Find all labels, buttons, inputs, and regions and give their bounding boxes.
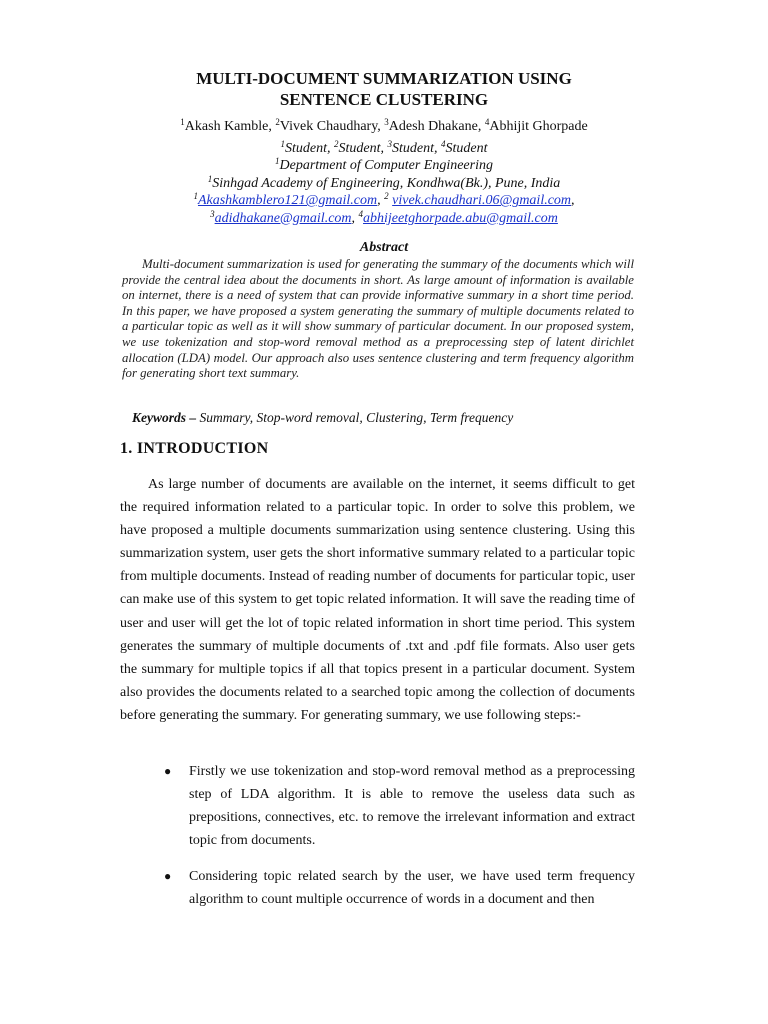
bullet-icon: ● — [164, 764, 172, 778]
email-2-sep: , — [571, 193, 575, 209]
role-1: Student, — [285, 141, 334, 156]
email-link-4[interactable]: abhijeetghorpade.abu@gmail.com — [363, 210, 558, 226]
dept-sup: 1 — [275, 156, 280, 167]
emails-line-1 — [0, 192, 768, 209]
author-4-sup: 4 — [484, 117, 490, 127]
author-1-sup: 1 — [180, 117, 185, 127]
list-item — [120, 760, 635, 852]
section-heading-introduction: 1. INTRODUCTION — [120, 440, 269, 457]
department: Department of Computer Engineering — [279, 158, 493, 174]
email-3-sep: , — [351, 210, 359, 226]
role-2: Student, — [338, 141, 388, 156]
author-1-name: Akash Kamble, — [184, 119, 276, 134]
email-link-2[interactable]: vivek.chaudhari.06@gmail.com — [392, 193, 572, 209]
abstract-body: Multi-document summarization is used for generating the summary of the documents which will provide the central idea about the documents in short. As large amount of information is available on internet, there is a need of system that can provide informative summary in a short time period. In this paper, we have proposed a system generating the summary of multiple documents related to a particular topic as well as it will show summary of particular document. In our proposed system, we use tokenization and stop-word removal method as a preprocessing step of latent dirichlet allocation (LDA) model. Our approach also uses sentence clustering and term frequency algorithm for generating short text summary. — [122, 257, 634, 381]
list-item — [120, 865, 635, 911]
author-3-name: Adesh Dhakane, — [388, 119, 485, 134]
affiliations — [0, 140, 768, 227]
paper-title — [0, 68, 768, 110]
bullet-text-1: Firstly we use tokenization and stop-word removal method as a preprocessing step of LDA algorithm. It is able to remove the useless data such as prepositions, connectives, etc. to remove the irrelevant information and extract topic from documents. — [189, 764, 635, 849]
keywords-text: Summary, Stop-word removal, Clustering, Term frequency — [199, 410, 514, 425]
email-4-sup: 4 — [358, 208, 364, 219]
keywords-label: Keywords – — [132, 410, 200, 425]
role-4-sup: 4 — [441, 139, 446, 149]
institution-line — [0, 175, 768, 192]
department-line — [0, 157, 768, 174]
author-list — [0, 118, 768, 135]
introduction-paragraph: As large number of documents are available on the internet, it seems difficult to get the required information related to a particular topic. In order to solve this problem, we have proposed a multiple documents summarization using sentence clustering. Using this summarization system, user gets the short informative summary related to a particular topic from multiple documents. Instead of reading number of documents for particular topic, user can make use of this system to get topic related information. It will save the reading time of user and user will get the lot of topic related information in short time period. This system generates the summary of multiple documents of .txt and .pdf file formats. Also user gets the summary for multiple topics if all that topics present in a particular document. System also provides the documents related to a searched topic among the collection of documents before generating the summary. For generating summary, we use following steps:- — [120, 477, 635, 723]
email-link-1[interactable]: Akashkamblero121@gmail.com — [197, 193, 378, 209]
email-3-sup: 3 — [210, 208, 215, 219]
institution: Sinhgad Academy of Engineering, Kondhwa(Bk.), Pune, India — [212, 175, 561, 191]
bullet-text-2: Considering topic related search by the user, we have used term frequency algorithm to count multiple occurrence of words in a document and then — [189, 869, 635, 908]
author-2-sup: 2 — [275, 117, 280, 127]
role-4: Student — [445, 141, 488, 156]
email-link-3[interactable]: adidhakane@gmail.com — [214, 210, 352, 226]
author-3-sup: 3 — [384, 117, 389, 127]
emails-line-2 — [0, 210, 768, 227]
role-3: Student, — [392, 141, 441, 156]
roles-line — [0, 140, 768, 157]
author-4-name: Abhijit Ghorpade — [489, 119, 588, 134]
title-line-2: SENTENCE CLUSTERING — [279, 90, 489, 109]
email-1-sep: , — [377, 193, 385, 209]
bullet-icon: ● — [164, 869, 172, 884]
email-2-sup: 2 — [384, 191, 389, 202]
title-line-1: MULTI-DOCUMENT SUMMARIZATION USING — [196, 69, 572, 88]
role-1-sup: 1 — [280, 139, 285, 149]
abstract-heading: Abstract — [359, 240, 409, 255]
inst-sup: 1 — [207, 173, 213, 184]
role-3-sup: 3 — [387, 139, 392, 149]
keywords — [132, 410, 513, 426]
email-1-sup: 1 — [193, 191, 198, 202]
author-2-name: Vivek Chaudhary, — [279, 119, 385, 134]
role-2-sup: 2 — [334, 139, 339, 149]
bullet-list — [120, 760, 635, 925]
